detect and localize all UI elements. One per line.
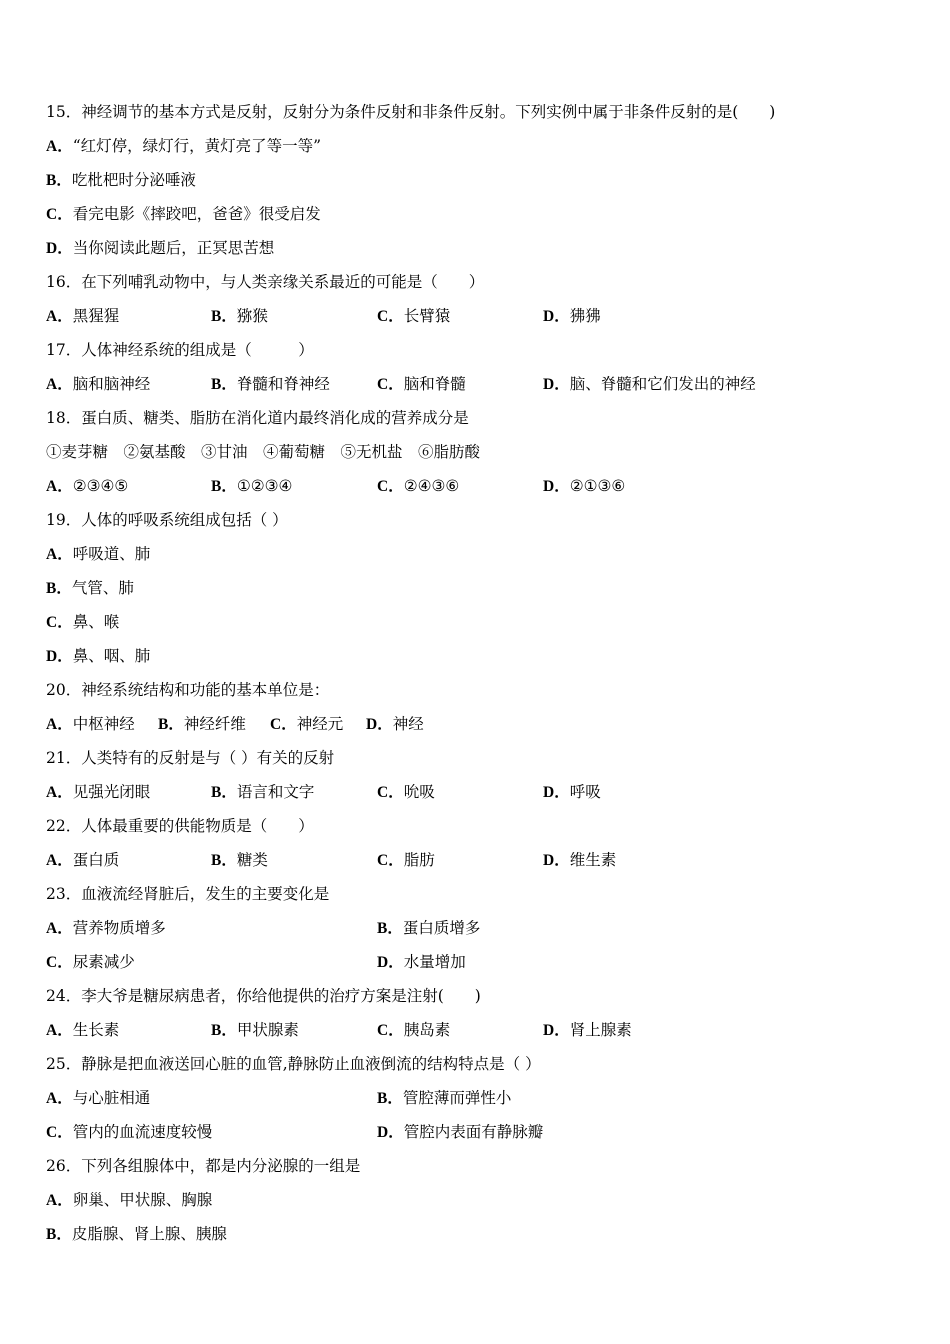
- question-17-stem: 17．人体神经系统的组成是（ ）: [46, 341, 314, 359]
- question-15-stem: 15．神经调节的基本方式是反射，反射分为条件反射和非条件反射。下列实例中属于非条件反射的是( ): [46, 103, 776, 121]
- option-letter: C．: [377, 308, 404, 325]
- option-letter: C．: [377, 478, 404, 495]
- option-letter: C．: [377, 784, 404, 801]
- question-25-options-ab: [46, 1081, 926, 1115]
- option-text: ②①③⑥: [569, 477, 626, 495]
- option-letter: B．: [377, 920, 403, 937]
- option-text: 脂肪: [403, 851, 435, 869]
- option-text: 当你阅读此题后，正冥思苦想: [72, 239, 275, 257]
- option-letter: D．: [46, 648, 73, 665]
- question-23-options-ab: [46, 911, 926, 945]
- option-text: 见强光闭眼: [72, 783, 151, 801]
- option-text: ①②③④: [236, 477, 293, 495]
- question-24-options: [46, 1013, 926, 1047]
- option-letter: A．: [46, 1192, 73, 1209]
- question-21-options: [46, 775, 926, 809]
- option-letter: D．: [543, 784, 570, 801]
- option-letter: C．: [377, 852, 404, 869]
- option-text: 生长素: [72, 1021, 120, 1039]
- option-text: 中枢神经: [72, 715, 135, 733]
- option-text: 黑猩猩: [72, 307, 120, 325]
- option-letter: D．: [543, 852, 570, 869]
- option-letter: D．: [377, 1124, 404, 1141]
- option-text: 皮脂腺、肾上腺、胰腺: [71, 1225, 227, 1243]
- option-text: 糖类: [236, 851, 268, 869]
- option-text: ②④③⑥: [403, 477, 460, 495]
- option-letter: B．: [211, 1022, 237, 1039]
- option-text: 蛋白质增多: [402, 919, 481, 937]
- option-text: 肾上腺素: [569, 1021, 632, 1039]
- option-letter: A．: [46, 920, 73, 937]
- option-text: “红灯停，绿灯行，黄灯亮了等一等”: [72, 137, 322, 155]
- option-letter: D．: [543, 376, 570, 393]
- question-23-options-cd: [46, 945, 926, 979]
- option-text: 脑、脊髓和它们发出的神经: [569, 375, 756, 393]
- option-letter: A．: [46, 716, 73, 733]
- option-letter: C．: [46, 614, 73, 631]
- question-16-options: [46, 299, 926, 333]
- question-23-stem: 23．血液流经肾脏后，发生的主要变化是: [46, 885, 330, 903]
- option-letter: C．: [46, 1124, 73, 1141]
- option-text: 猕猴: [236, 307, 268, 325]
- option-text: 长臂猿: [403, 307, 451, 325]
- question-19-stem: 19．人体的呼吸系统组成包括（ ）: [46, 511, 288, 529]
- option-letter: B．: [377, 1090, 403, 1107]
- option-text: 与心脏相通: [72, 1089, 151, 1107]
- option-letter: B．: [211, 308, 237, 325]
- option-letter: C．: [46, 206, 73, 223]
- question-24-stem: 24．李大爷是糖尿病患者，你给他提供的治疗方案是注射( ): [46, 987, 481, 1005]
- option-text: 脑和脊髓: [403, 375, 466, 393]
- option-text: 水量增加: [403, 953, 466, 971]
- option-text: 卵巢、甲状腺、胸腺: [72, 1191, 213, 1209]
- option-letter: D．: [377, 954, 404, 971]
- question-22-stem: 22．人体最重要的供能物质是（ ）: [46, 817, 314, 835]
- option-letter: D．: [543, 1022, 570, 1039]
- question-18-stem: 18．蛋白质、糖类、脂肪在消化道内最终消化成的营养成分是: [46, 409, 469, 427]
- option-letter: C．: [46, 954, 73, 971]
- option-letter: C．: [377, 376, 404, 393]
- option-letter: A．: [46, 784, 73, 801]
- option-text: 管内的血流速度较慢: [72, 1123, 213, 1141]
- question-16-stem: 16．在下列哺乳动物中，与人类亲缘关系最近的可能是（ ）: [46, 273, 485, 291]
- option-text: 脑和脑神经: [72, 375, 151, 393]
- option-text: 尿素减少: [72, 953, 135, 971]
- option-text: 神经纤维: [183, 715, 246, 733]
- question-18-items: ①麦芽糖 ②氨基酸 ③甘油 ④葡萄糖 ⑤无机盐 ⑥脂肪酸: [46, 443, 481, 461]
- option-text: 管腔内表面有静脉瓣: [403, 1123, 544, 1141]
- option-letter: A．: [46, 1090, 73, 1107]
- option-text: 语言和文字: [236, 783, 315, 801]
- option-text: ②③④⑤: [72, 477, 129, 495]
- option-letter: A．: [46, 546, 73, 563]
- option-text: 吮吸: [403, 783, 435, 801]
- option-text: 营养物质增多: [72, 919, 166, 937]
- option-text: 看完电影《摔跤吧，爸爸》很受启发: [72, 205, 321, 223]
- option-letter: A．: [46, 308, 73, 325]
- option-letter: B．: [158, 716, 184, 733]
- option-text: 蛋白质: [72, 851, 120, 869]
- option-letter: B．: [46, 172, 72, 189]
- option-letter: A．: [46, 852, 73, 869]
- option-letter: A．: [46, 1022, 73, 1039]
- question-17-options: [46, 367, 926, 401]
- option-letter: D．: [46, 240, 73, 257]
- question-20-stem: 20．神经系统结构和功能的基本单位是：: [46, 681, 330, 699]
- option-text: 呼吸: [569, 783, 601, 801]
- question-22-options: [46, 843, 926, 877]
- option-text: 神经: [392, 715, 424, 733]
- question-20-options: [46, 707, 926, 741]
- question-25-stem: 25．静脉是把血液送回心脏的血管,静脉防止血液倒流的结构特点是（ ）: [46, 1055, 541, 1073]
- option-text: 呼吸道、肺: [72, 545, 151, 563]
- option-text: 胰岛素: [403, 1021, 451, 1039]
- option-letter: D．: [543, 478, 570, 495]
- option-letter: C．: [377, 1022, 404, 1039]
- option-letter: A．: [46, 376, 73, 393]
- option-letter: C．: [270, 716, 297, 733]
- question-21-stem: 21．人类特有的反射是与（ ）有关的反射: [46, 749, 335, 767]
- option-letter: D．: [543, 308, 570, 325]
- option-text: 神经元: [296, 715, 344, 733]
- option-text: 气管、肺: [71, 579, 134, 597]
- option-letter: B．: [211, 852, 237, 869]
- option-text: 吃枇杷时分泌唾液: [71, 171, 196, 189]
- option-letter: B．: [211, 376, 237, 393]
- option-text: 鼻、咽、肺: [72, 647, 151, 665]
- option-letter: B．: [46, 1226, 72, 1243]
- option-letter: A．: [46, 138, 73, 155]
- option-text: 脊髓和脊神经: [236, 375, 330, 393]
- option-letter: B．: [211, 784, 237, 801]
- option-text: 维生素: [569, 851, 617, 869]
- option-text: 管腔薄而弹性小: [402, 1089, 512, 1107]
- option-text: 甲状腺素: [236, 1021, 299, 1039]
- option-text: 狒狒: [569, 307, 601, 325]
- option-letter: B．: [46, 580, 72, 597]
- question-18-options: [46, 469, 926, 503]
- option-text: 鼻、喉: [72, 613, 120, 631]
- question-26-stem: 26．下列各组腺体中，都是内分泌腺的一组是: [46, 1157, 361, 1175]
- option-letter: A．: [46, 478, 73, 495]
- option-letter: D．: [366, 716, 393, 733]
- question-25-options-cd: [46, 1115, 926, 1149]
- option-letter: B．: [211, 478, 237, 495]
